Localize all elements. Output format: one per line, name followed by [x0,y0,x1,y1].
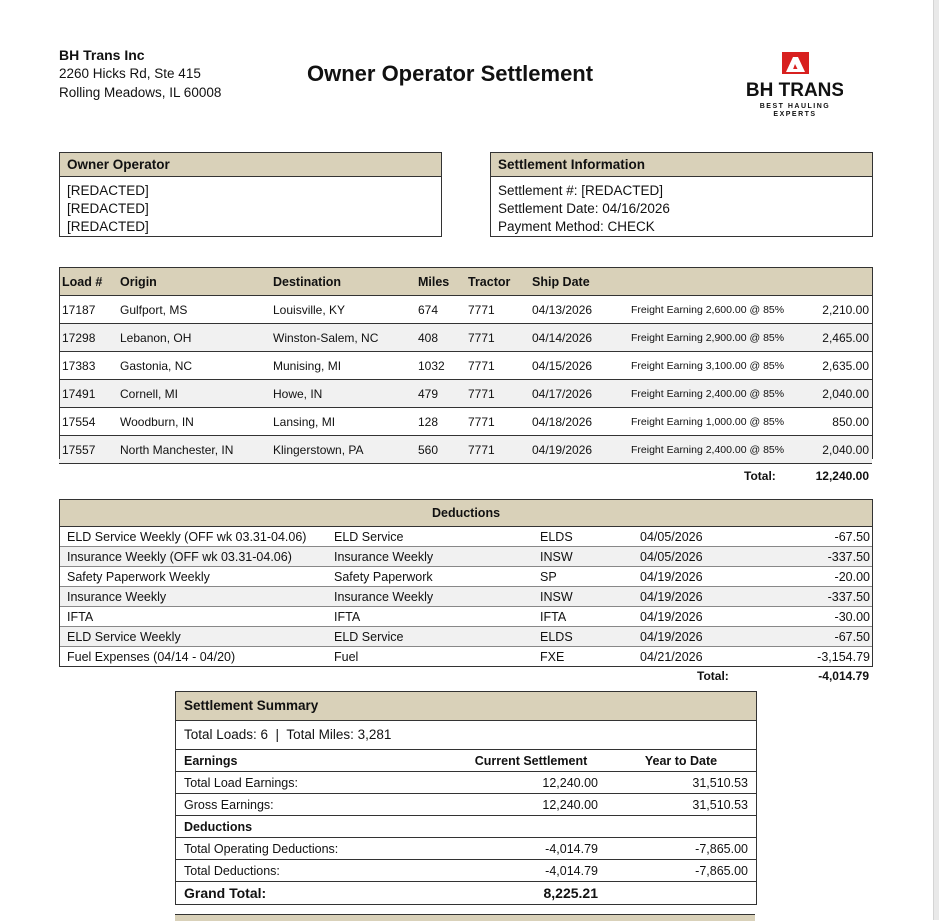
deduction-code: ELDS [533,527,633,547]
load-tractor: 7771 [465,408,529,436]
load-miles: 479 [415,380,465,408]
load-amount: 2,635.00 [812,352,872,380]
logo-brand-text: BH TRANS [745,80,843,101]
col-amount [812,268,872,296]
load-number: 17187 [59,296,117,324]
load-earning: Freight Earning 3,100.00 @ 85% [628,352,812,380]
deduction-code: INSW [533,587,633,607]
summary-row-label: Total Load Earnings: [176,772,456,794]
grand-total-label: Grand Total: [184,885,267,901]
col-ship-date: Ship Date [529,268,628,296]
col-destination: Destination [270,268,415,296]
deduction-row [60,547,872,567]
loads-total-value: 12,240.00 [815,469,869,483]
deduction-amount: -337.50 [753,547,872,567]
load-destination: Lansing, MI [270,408,415,436]
settlement-number: Settlement #: [REDACTED] [498,183,664,198]
summary-row [176,772,756,794]
deduction-date: 04/19/2026 [633,587,753,607]
summary-header-row [176,750,756,772]
grand-total-ytd [606,882,756,905]
deduction-type: ELD Service [327,627,533,647]
deductions-total-value: -4,014.79 [818,669,869,683]
deduction-description: Safety Paperwork Weekly [60,567,327,587]
company-logo [743,52,843,122]
deduction-description: Insurance Weekly (OFF wk 03.31-04.06) [60,547,327,567]
load-tractor: 7771 [465,352,529,380]
payment-method: Payment Method: CHECK [498,219,655,234]
deduction-type: Insurance Weekly [327,587,533,607]
col-miles: Miles [415,268,465,296]
deductions-table [60,527,872,666]
load-row [59,296,872,324]
load-row [59,408,872,436]
deduction-code: INSW [533,547,633,567]
load-ship-date: 04/18/2026 [529,408,628,436]
load-origin: Gulfport, MS [117,296,270,324]
summary-row-ytd: -7,865.00 [606,838,756,860]
summary-row [176,794,756,816]
summary-col-current: Current Settlement [456,750,606,772]
load-destination: Munising, MI [270,352,415,380]
load-destination: Winston-Salem, NC [270,324,415,352]
page-edge [933,0,939,920]
deduction-amount: -337.50 [753,587,872,607]
deduction-amount: -20.00 [753,567,872,587]
deduction-type: ELD Service [327,527,533,547]
grand-total-row [176,882,756,905]
deduction-description: Insurance Weekly [60,587,327,607]
load-number: 17491 [59,380,117,408]
load-earning: Freight Earning 2,900.00 @ 85% [628,324,812,352]
load-tractor: 7771 [465,296,529,324]
load-ship-date: 04/13/2026 [529,296,628,324]
deduction-row [60,527,872,547]
load-earning: Freight Earning 2,600.00 @ 85% [628,296,812,324]
load-miles: 128 [415,408,465,436]
load-ship-date: 04/14/2026 [529,324,628,352]
load-ship-date: 04/17/2026 [529,380,628,408]
loads-header-row [59,268,872,296]
owner-operator-heading: Owner Operator [60,153,441,177]
owner-operator-line: [REDACTED] [67,201,149,216]
load-origin: Woodburn, IN [117,408,270,436]
owner-operator-panel [59,152,442,237]
load-origin: Lebanon, OH [117,324,270,352]
grand-total-value: 8,225.21 [543,885,598,901]
deduction-date: 04/19/2026 [633,567,753,587]
summary-row-current: 12,240.00 [456,772,606,794]
load-tractor: 7771 [465,324,529,352]
loads-total-label: Total: [744,469,776,483]
deduction-date: 04/19/2026 [633,607,753,627]
load-amount: 2,465.00 [812,324,872,352]
summary-row [176,860,756,882]
owner-operator-line: [REDACTED] [67,219,149,234]
document-title: Owner Operator Settlement [307,61,594,86]
deduction-amount: -30.00 [753,607,872,627]
col-earning [628,268,812,296]
summary-row-current: -4,014.79 [456,860,606,882]
deduction-type: Insurance Weekly [327,547,533,567]
deduction-type: Safety Paperwork [327,567,533,587]
company-address-line2: Rolling Meadows, IL 60008 [59,85,222,100]
deduction-code: SP [533,567,633,587]
settlement-info-heading: Settlement Information [491,153,872,177]
load-number: 17383 [59,352,117,380]
summary-row-ytd: 31,510.53 [606,772,756,794]
owner-operator-line: [REDACTED] [67,183,149,198]
summary-row-ytd: -7,865.00 [606,860,756,882]
summary-row [176,838,756,860]
load-amount: 2,210.00 [812,296,872,324]
summary-row-label: Total Deductions: [176,860,456,882]
deduction-type: IFTA [327,607,533,627]
summary-stats: Total Loads: 6 | Total Miles: 3,281 [176,721,756,750]
deduction-row [60,627,872,647]
deductions-total-label: Total: [697,669,729,683]
load-row [59,436,872,464]
settlement-date: Settlement Date: 04/16/2026 [498,201,670,216]
load-origin: North Manchester, IN [117,436,270,464]
settlement-info-panel [490,152,873,237]
load-destination: Klingerstown, PA [270,436,415,464]
deduction-amount: -67.50 [753,627,872,647]
summary-heading: Settlement Summary [176,692,756,721]
deduction-code: FXE [540,649,565,664]
deduction-date: 04/05/2026 [633,547,753,567]
summary-col-ytd: Year to Date [606,750,756,772]
deduction-description: ELD Service Weekly [60,627,327,647]
load-ship-date: 04/15/2026 [529,352,628,380]
load-number: 17554 [59,408,117,436]
load-row [59,380,872,408]
deduction-code: IFTA [533,607,633,627]
company-address-line1: 2260 Hicks Rd, Ste 415 [59,66,201,81]
summary-row-label: Gross Earnings: [176,794,456,816]
load-number: 17557 [59,436,117,464]
summary-deductions-header [176,816,756,838]
deduction-amount: -67.50 [753,527,872,547]
load-earning: Freight Earning 2,400.00 @ 85% [628,436,812,464]
load-miles: 1032 [415,352,465,380]
load-origin: Gastonia, NC [117,352,270,380]
deductions-heading: Deductions [60,500,872,527]
deduction-code: ELDS [533,627,633,647]
summary-row-current: 12,240.00 [456,794,606,816]
deduction-amount: -3,154.79 [817,649,870,664]
deduction-row [60,607,872,627]
truck-logo-icon [743,52,843,122]
load-tractor: 7771 [465,380,529,408]
load-row [59,352,872,380]
deduction-description: Fuel Expenses (04/14 - 04/20) [67,649,236,664]
load-tractor: 7771 [465,436,529,464]
load-number: 17298 [59,324,117,352]
deduction-type: Fuel [334,649,359,664]
loads-table [59,267,872,464]
load-miles: 674 [415,296,465,324]
company-name: BH Trans Inc [59,47,145,63]
deduction-date: 04/19/2026 [633,627,753,647]
logo-tagline-2: EXPERTS [773,111,817,118]
load-earning: Freight Earning 2,400.00 @ 85% [628,380,812,408]
deductions-section [59,499,873,667]
summary-col-earnings: Earnings [176,750,456,772]
load-row [59,324,872,352]
deduction-date: 04/05/2026 [633,527,753,547]
summary-row-ytd: 31,510.53 [606,794,756,816]
load-ship-date: 04/19/2026 [529,436,628,464]
col-tractor: Tractor [465,268,529,296]
deduction-row [60,567,872,587]
col-load-number: Load # [59,268,117,296]
summary-table [176,750,756,904]
load-earning: Freight Earning 1,000.00 @ 85% [628,408,812,436]
load-amount: 2,040.00 [812,380,872,408]
deduction-description: ELD Service Weekly (OFF wk 03.31-04.06) [60,527,327,547]
load-destination: Howe, IN [270,380,415,408]
deduction-row [60,647,872,667]
load-miles: 560 [415,436,465,464]
summary-row-label: Total Operating Deductions: [176,838,456,860]
load-origin: Cornell, MI [117,380,270,408]
deduction-row [60,587,872,607]
settlement-summary [175,691,757,905]
deduction-description: IFTA [60,607,327,627]
summary-row-current: -4,014.79 [456,838,606,860]
logo-tagline-1: BEST HAULING [759,103,831,110]
load-miles: 408 [415,324,465,352]
col-origin: Origin [117,268,270,296]
summary-deductions-label: Deductions [176,816,756,838]
deduction-date: 04/21/2026 [640,649,703,664]
load-destination: Louisville, KY [270,296,415,324]
load-amount: 850.00 [812,408,872,436]
load-amount: 2,040.00 [812,436,872,464]
